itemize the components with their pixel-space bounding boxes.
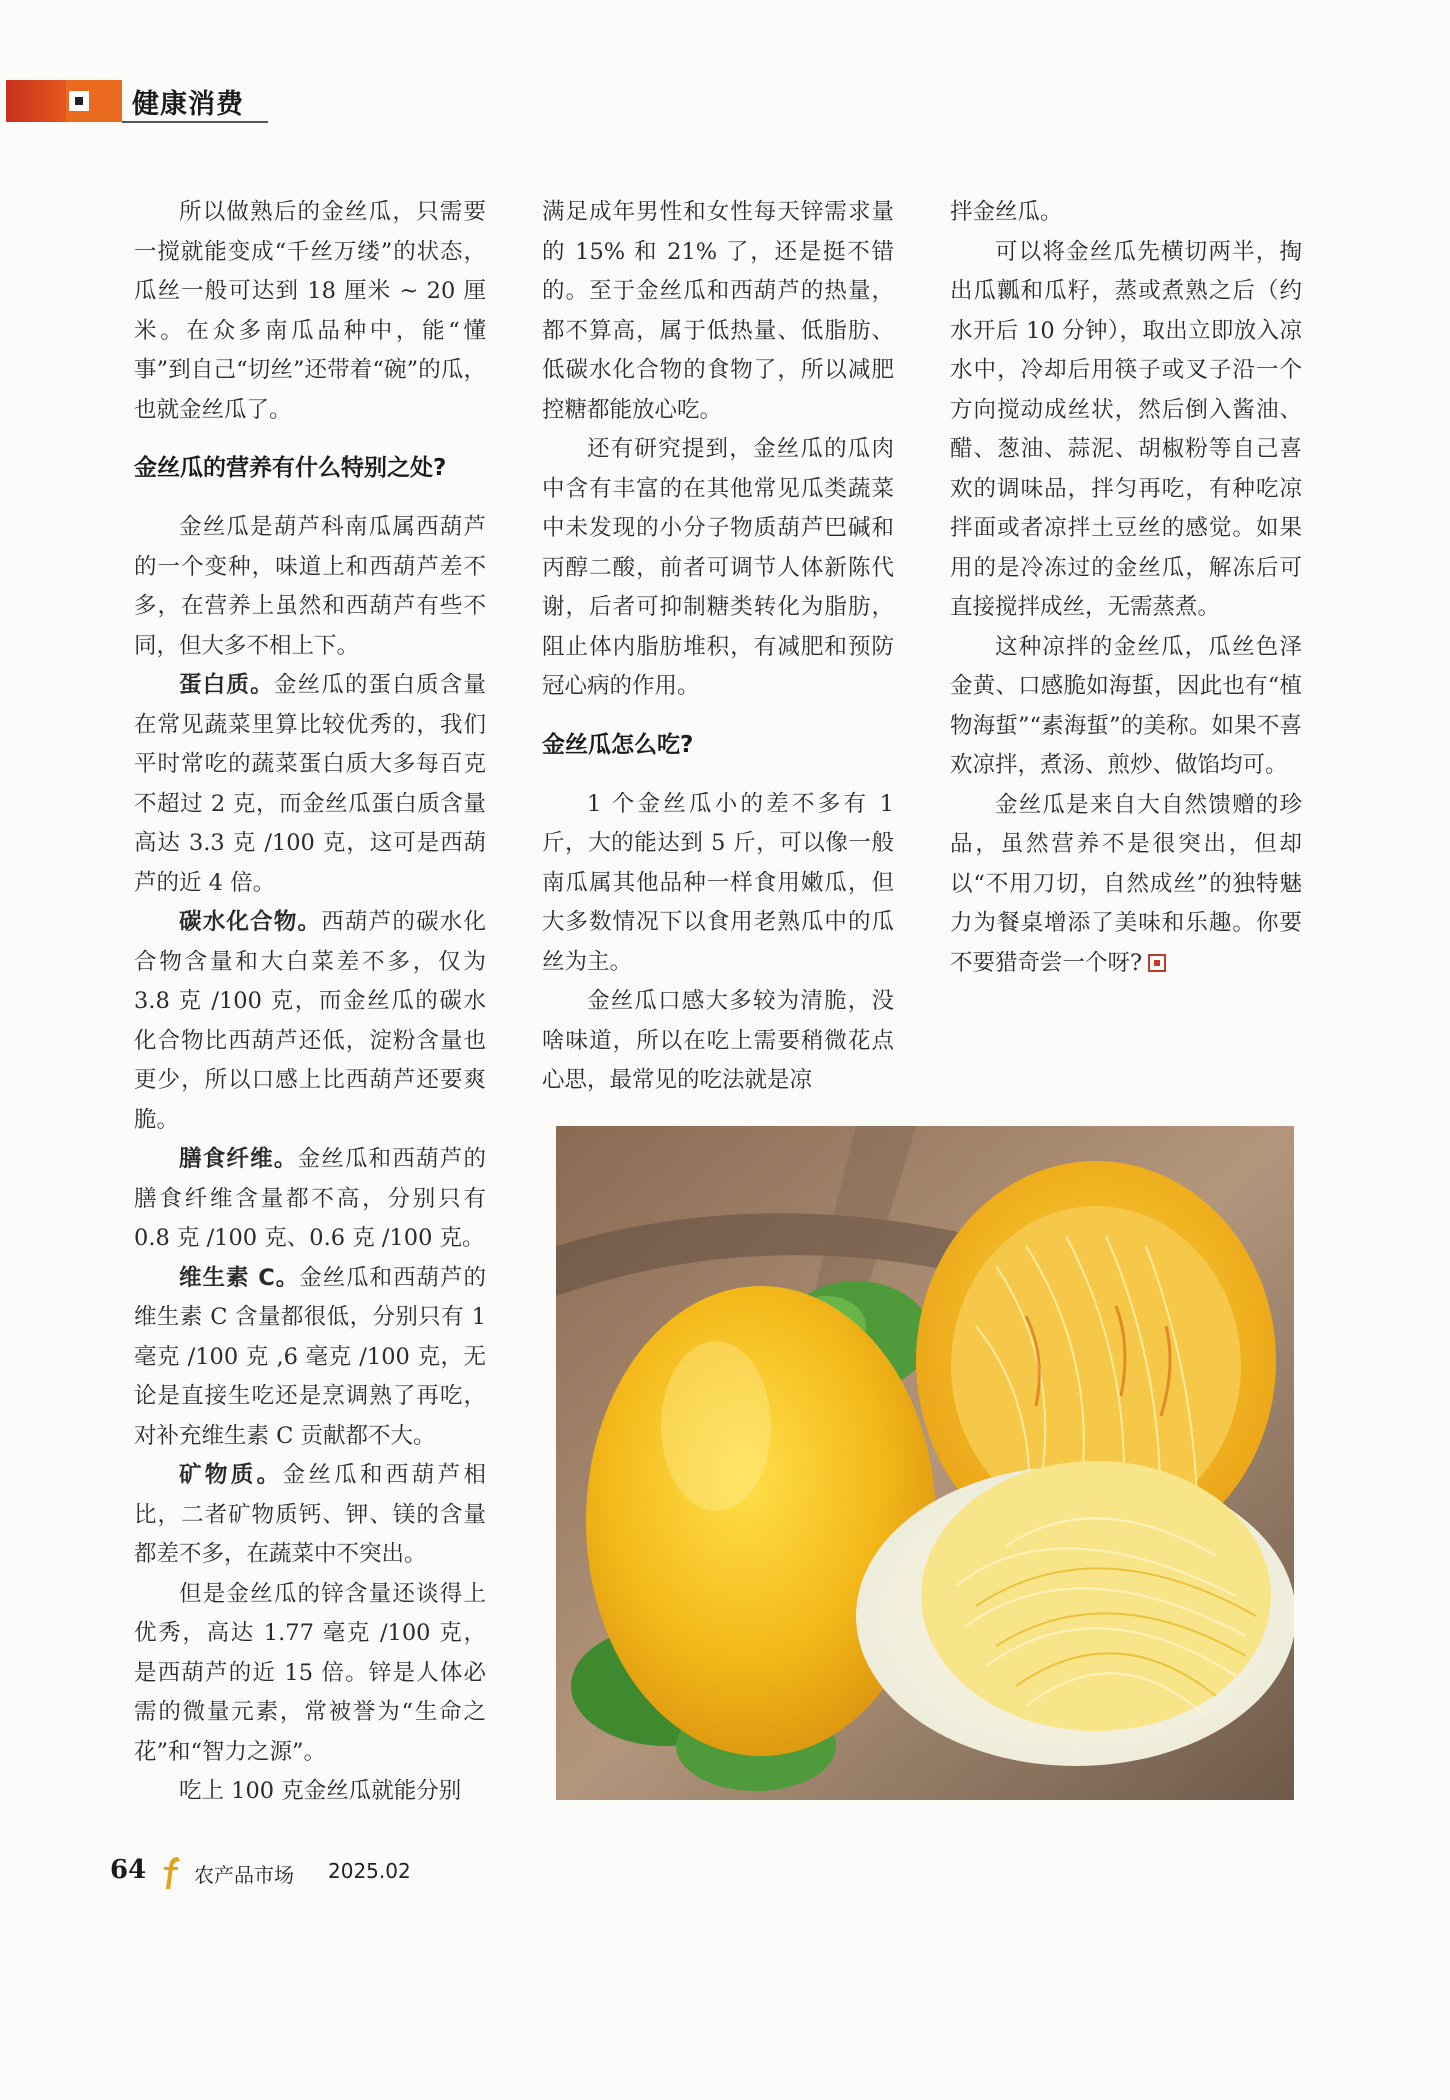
carb-text: 西葫芦的碳水化合物含量和大白菜差不多，仅为 3.8 克 /100 克，而金丝瓜的碳水化合物比西葫芦还低，淀粉含量也更少，所以口感上比西葫芦还要爽脆。 [134, 909, 486, 1133]
journal-logo-icon [158, 1855, 184, 1891]
paragraph: 这种凉拌的金丝瓜，瓜丝色泽金黄、口感脆如海蜇，因此也有“植物海蜇”“素海蜇”的美称。如果不喜欢凉拌，煮汤、煎炒、做馅均可。 [950, 633, 1302, 778]
page-number: 64 [110, 1855, 147, 1885]
column-1 [134, 193, 486, 1812]
spaghetti-squash-photo [556, 1126, 1294, 1800]
closing-text: 金丝瓜是来自大自然馈赠的珍品，虽然营养不是很突出，但却以“不用刀切，自然成丝”的独特魅力为餐桌增添了美味和乐趣。你要不要猎奇尝一个呀? [950, 791, 1302, 976]
section-title: 健康消费 [132, 89, 244, 120]
column-3 [950, 193, 1302, 983]
paragraph: 可以将金丝瓜先横切两半，掏出瓜瓤和瓜籽，蒸或煮熟之后（约水开后 10 分钟），取出立即放入凉水中，冷却后用筷子或叉子沿一个方向搅动成丝状，然后倒入酱油、醋、葱油、蒜泥、胡椒粉等自己喜欢的调味品，拌匀再吃，有种吃凉拌面或者凉拌土豆丝的感觉。如果用的是冷冻过的金丝瓜，解冻后可直接搅拌成丝，无需蒸煮。 [950, 238, 1302, 620]
paragraph: 金丝瓜是葫芦科南瓜属西葫芦的一个变种，味道上和西葫芦差不多，在营养上虽然和西葫芦有些不同，但大多不相上下。 [134, 514, 486, 659]
paragraph: 所以做熟后的金丝瓜，只需要一搅就能变成“千丝万缕”的状态，瓜丝一般可达到 18 厘米 ~ 20 厘米。在众多南瓜品种中，能“懂事”到自己“切丝”还带着“碗”的瓜，也就金丝瓜了。 [134, 199, 486, 423]
end-mark-icon [1148, 954, 1166, 972]
fiber-lead: 膳食纤维。 [179, 1146, 298, 1172]
paragraph-continued: 满足成年男性和女性每天锌需求量的 15% 和 21% 了，还是挺不错的。至于金丝瓜和西葫芦的热量，都不算高，属于低热量、低脂肪、低碳水化合物的食物了，所以减肥控糖都能放心吃。 [542, 199, 894, 423]
journal-name: 农产品市场 [194, 1863, 294, 1887]
paragraph-continued: 拌金丝瓜。 [950, 199, 1063, 225]
header-underline [122, 121, 268, 123]
mineral-text: 金丝瓜和西葫芦相比，二者矿物质钙、钾、镁的含量都差不多，在蔬菜中不突出。 [134, 1462, 486, 1567]
issue-date: 2025.02 [328, 1859, 411, 1883]
paragraph-closing [950, 786, 1302, 984]
vitc-text: 金丝瓜和西葫芦的维生素 C 含量都很低，分别只有 1 毫克 /100 克 ,6 毫克 /100 克，无论是直接生吃还是烹调熟了再吃，对补充维生素 C 贡献都不大。 [134, 1264, 486, 1449]
paragraph: 吃上 100 克金丝瓜就能分别 [179, 1778, 462, 1804]
paragraph: 还有研究提到，金丝瓜的瓜肉中含有丰富的在其他常见瓜类蔬菜中未发现的小分子物质葫芦巴碱和丙醇二酸，前者可调节人体新陈代谢，后者可抑制糖类转化为脂肪，阻止体内脂肪堆积，有减肥和预防冠心病的作用。 [542, 436, 894, 699]
column-2 [542, 193, 894, 1101]
protein-text: 金丝瓜的蛋白质含量在常见蔬菜里算比较优秀的，我们平时常吃的蔬菜蛋白质大多每百克不超过 2 克，而金丝瓜蛋白质含量高达 3.3 克 /100 克，这可是西葫芦的近 4 倍。 [134, 672, 486, 896]
section-heading-how-to-eat: 金丝瓜怎么吃? [542, 731, 694, 758]
section-heading-nutrition: 金丝瓜的营养有什么特别之处? [134, 455, 447, 481]
header-accent-bar [6, 80, 66, 122]
paragraph-mineral [134, 1456, 486, 1575]
carb-lead: 碳水化合物。 [179, 909, 322, 935]
paragraph-fiber [134, 1140, 486, 1259]
paragraph: 金丝瓜口感大多较为清脆，没啥味道，所以在吃上需要稍微花点心思，最常见的吃法就是凉 [542, 988, 894, 1093]
paragraph-carb [134, 903, 486, 1140]
paragraph-protein [134, 666, 486, 903]
mineral-lead: 矿物质。 [179, 1462, 283, 1488]
protein-lead: 蛋白质。 [179, 672, 274, 698]
section-header [0, 78, 270, 126]
square-marker-icon [69, 91, 89, 111]
paragraph-vitc [134, 1259, 486, 1457]
vitc-lead: 维生素 C。 [179, 1264, 300, 1291]
paragraph-zinc: 但是金丝瓜的锌含量还谈得上优秀，高达 1.77 毫克 /100 克，是西葫芦的近 15 倍。锌是人体必需的微量元素，常被誉为“生命之花”和“智力之源”。 [134, 1580, 486, 1765]
paragraph: 1 个金丝瓜小的差不多有 1 斤，大的能达到 5 斤，可以像一般南瓜属其他品种一样食用嫩瓜，但大多数情况下以食用老熟瓜中的瓜丝为主。 [542, 790, 894, 975]
fiber-text: 金丝瓜和西葫芦的膳食纤维含量都不高，分别只有 0.8 克 /100 克、0.6 克 /100 克。 [134, 1146, 486, 1251]
